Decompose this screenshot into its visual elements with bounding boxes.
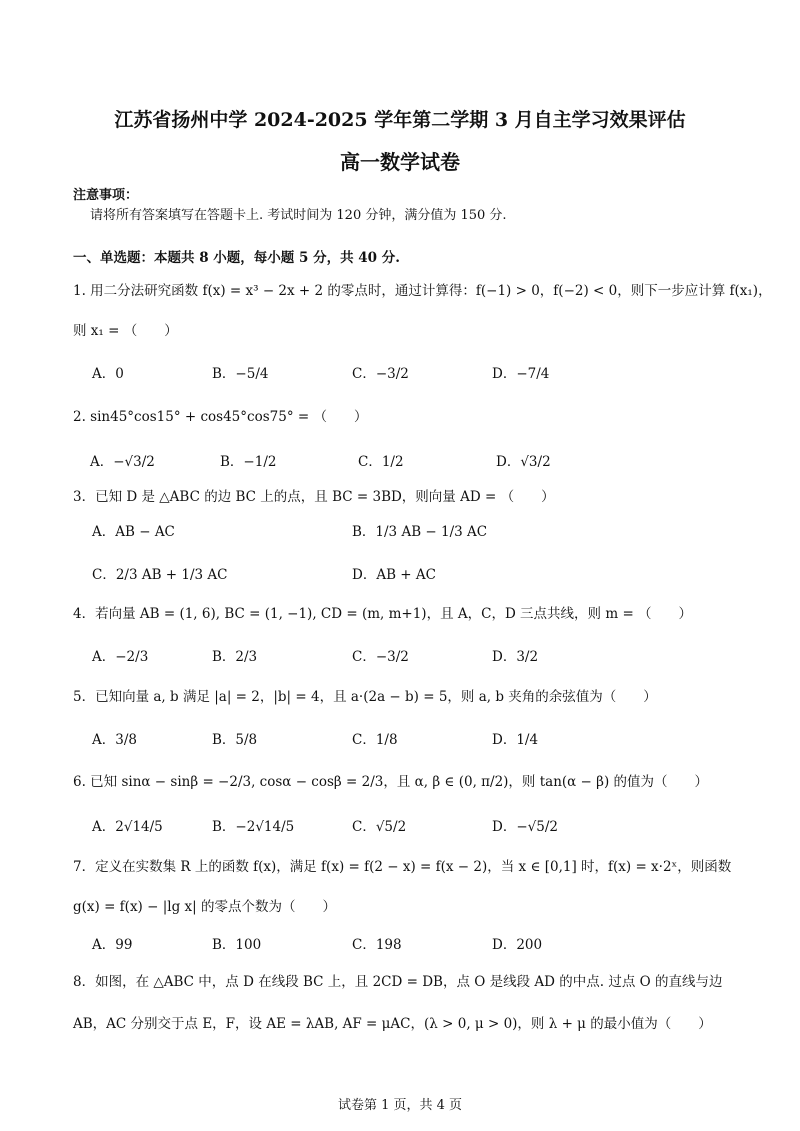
question-1-option-a: A．0 xyxy=(92,366,124,382)
question-2-option-a: A．−√3/2 xyxy=(90,454,155,470)
page-footer: 试卷第 1 页，共 4 页 xyxy=(337,1098,463,1113)
question-5-option-c: C．1/8 xyxy=(352,732,398,748)
question-7-line-1: 7．定义在实数集 R 上的函数 f(x)，满足 f(x) = f(2 − x) = f(x − 2)，当 x ∈ [0,1] 时，f(x) = x·2ˣ，则函数 xyxy=(73,859,732,875)
question-6-option-b: B．−2√14/5 xyxy=(212,819,295,835)
question-2-option-d: D．√3/2 xyxy=(496,454,551,470)
question-7-option-a: A．99 xyxy=(92,937,133,953)
question-4-option-c: C．−3/2 xyxy=(352,649,409,665)
notice-heading: 注意事项： xyxy=(73,188,139,203)
question-8-line-2: AB，AC 分别交于点 E，F，设 AE = λAB, AF = μAC，(λ > 0, μ > 0)，则 λ + μ 的最小值为（ ） xyxy=(73,1016,712,1032)
question-1-option-d: D．−7/4 xyxy=(492,366,550,382)
question-8-line-1: 8．如图，在 △ABC 中，点 D 在线段 BC 上，且 2CD = DB，点 O 是线段 AD 的中点. 过点 O 的直线与边 xyxy=(73,974,723,990)
question-6-option-d: D．−√5/2 xyxy=(492,819,558,835)
question-3-option-d: D．AB + AC xyxy=(352,567,436,583)
question-4-option-d: D．3/2 xyxy=(492,649,539,665)
question-2-option-b: B．−1/2 xyxy=(220,454,277,470)
page-subtitle: 高一数学试卷 xyxy=(340,150,460,174)
question-1-option-b: B．−5/4 xyxy=(212,366,269,382)
question-4-line-1: 4．若向量 AB = (1, 6), BC = (1, −1), CD = (m, m+1)，且 A，C，D 三点共线，则 m = （ ） xyxy=(73,606,693,622)
question-6-option-c: C．√5/2 xyxy=(352,819,407,835)
question-1-option-c: C．−3/2 xyxy=(352,366,409,382)
question-7-option-b: B．100 xyxy=(212,937,262,953)
page-title: 江苏省扬州中学 2024-2025 学年第二学期 3 月自主学习效果评估 xyxy=(114,109,686,131)
question-5-option-a: A．3/8 xyxy=(92,732,137,748)
question-5-option-b: B．5/8 xyxy=(212,732,258,748)
question-6-line-1: 6. 已知 sinα − sinβ = −2/3, cosα − cosβ = 2/3，且 α, β ∈ (0, π/2)，则 tan(α − β) 的值为（ ） xyxy=(73,774,709,790)
question-3-line-1: 3．已知 D 是 △ABC 的边 BC 上的点，且 BC = 3BD，则向量 AD = （ ） xyxy=(73,489,555,505)
question-2-option-c: C．1/2 xyxy=(358,454,404,470)
question-4-option-b: B．2/3 xyxy=(212,649,258,665)
question-6-option-a: A．2√14/5 xyxy=(92,819,163,835)
section-heading: 一、单选题：本题共 8 小题，每小题 5 分，共 40 分. xyxy=(73,250,400,266)
question-5-line-1: 5．已知向量 a, b 满足 |a| = 2，|b| = 4，且 a·(2a − b) = 5，则 a, b 夹角的余弦值为（ ） xyxy=(73,689,657,705)
question-7-option-c: C．198 xyxy=(352,937,402,953)
question-1-line-1: 1. 用二分法研究函数 f(x) = x³ − 2x + 2 的零点时，通过计算得：f(−1) > 0，f(−2) < 0，则下一步应计算 f(x₁)， xyxy=(73,283,772,299)
question-2-line-1: 2. sin45°cos15° + cos45°cos75° = （ ） xyxy=(73,409,368,425)
question-1-line-2: 则 x₁ = （ ） xyxy=(73,323,178,339)
question-3-option-b: B．1/3 AB − 1/3 AC xyxy=(352,524,488,540)
question-7-line-2: g(x) = f(x) − |lg x| 的零点个数为（ ） xyxy=(73,899,336,915)
notice-text: 请将所有答案填写在答题卡上. 考试时间为 120 分钟，满分值为 150 分. xyxy=(90,208,507,223)
question-3-option-c: C．2/3 AB + 1/3 AC xyxy=(92,567,228,583)
question-3-option-a: A．AB − AC xyxy=(92,524,175,540)
question-5-option-d: D．1/4 xyxy=(492,732,539,748)
question-7-option-d: D．200 xyxy=(492,937,543,953)
question-4-option-a: A．−2/3 xyxy=(92,649,149,665)
